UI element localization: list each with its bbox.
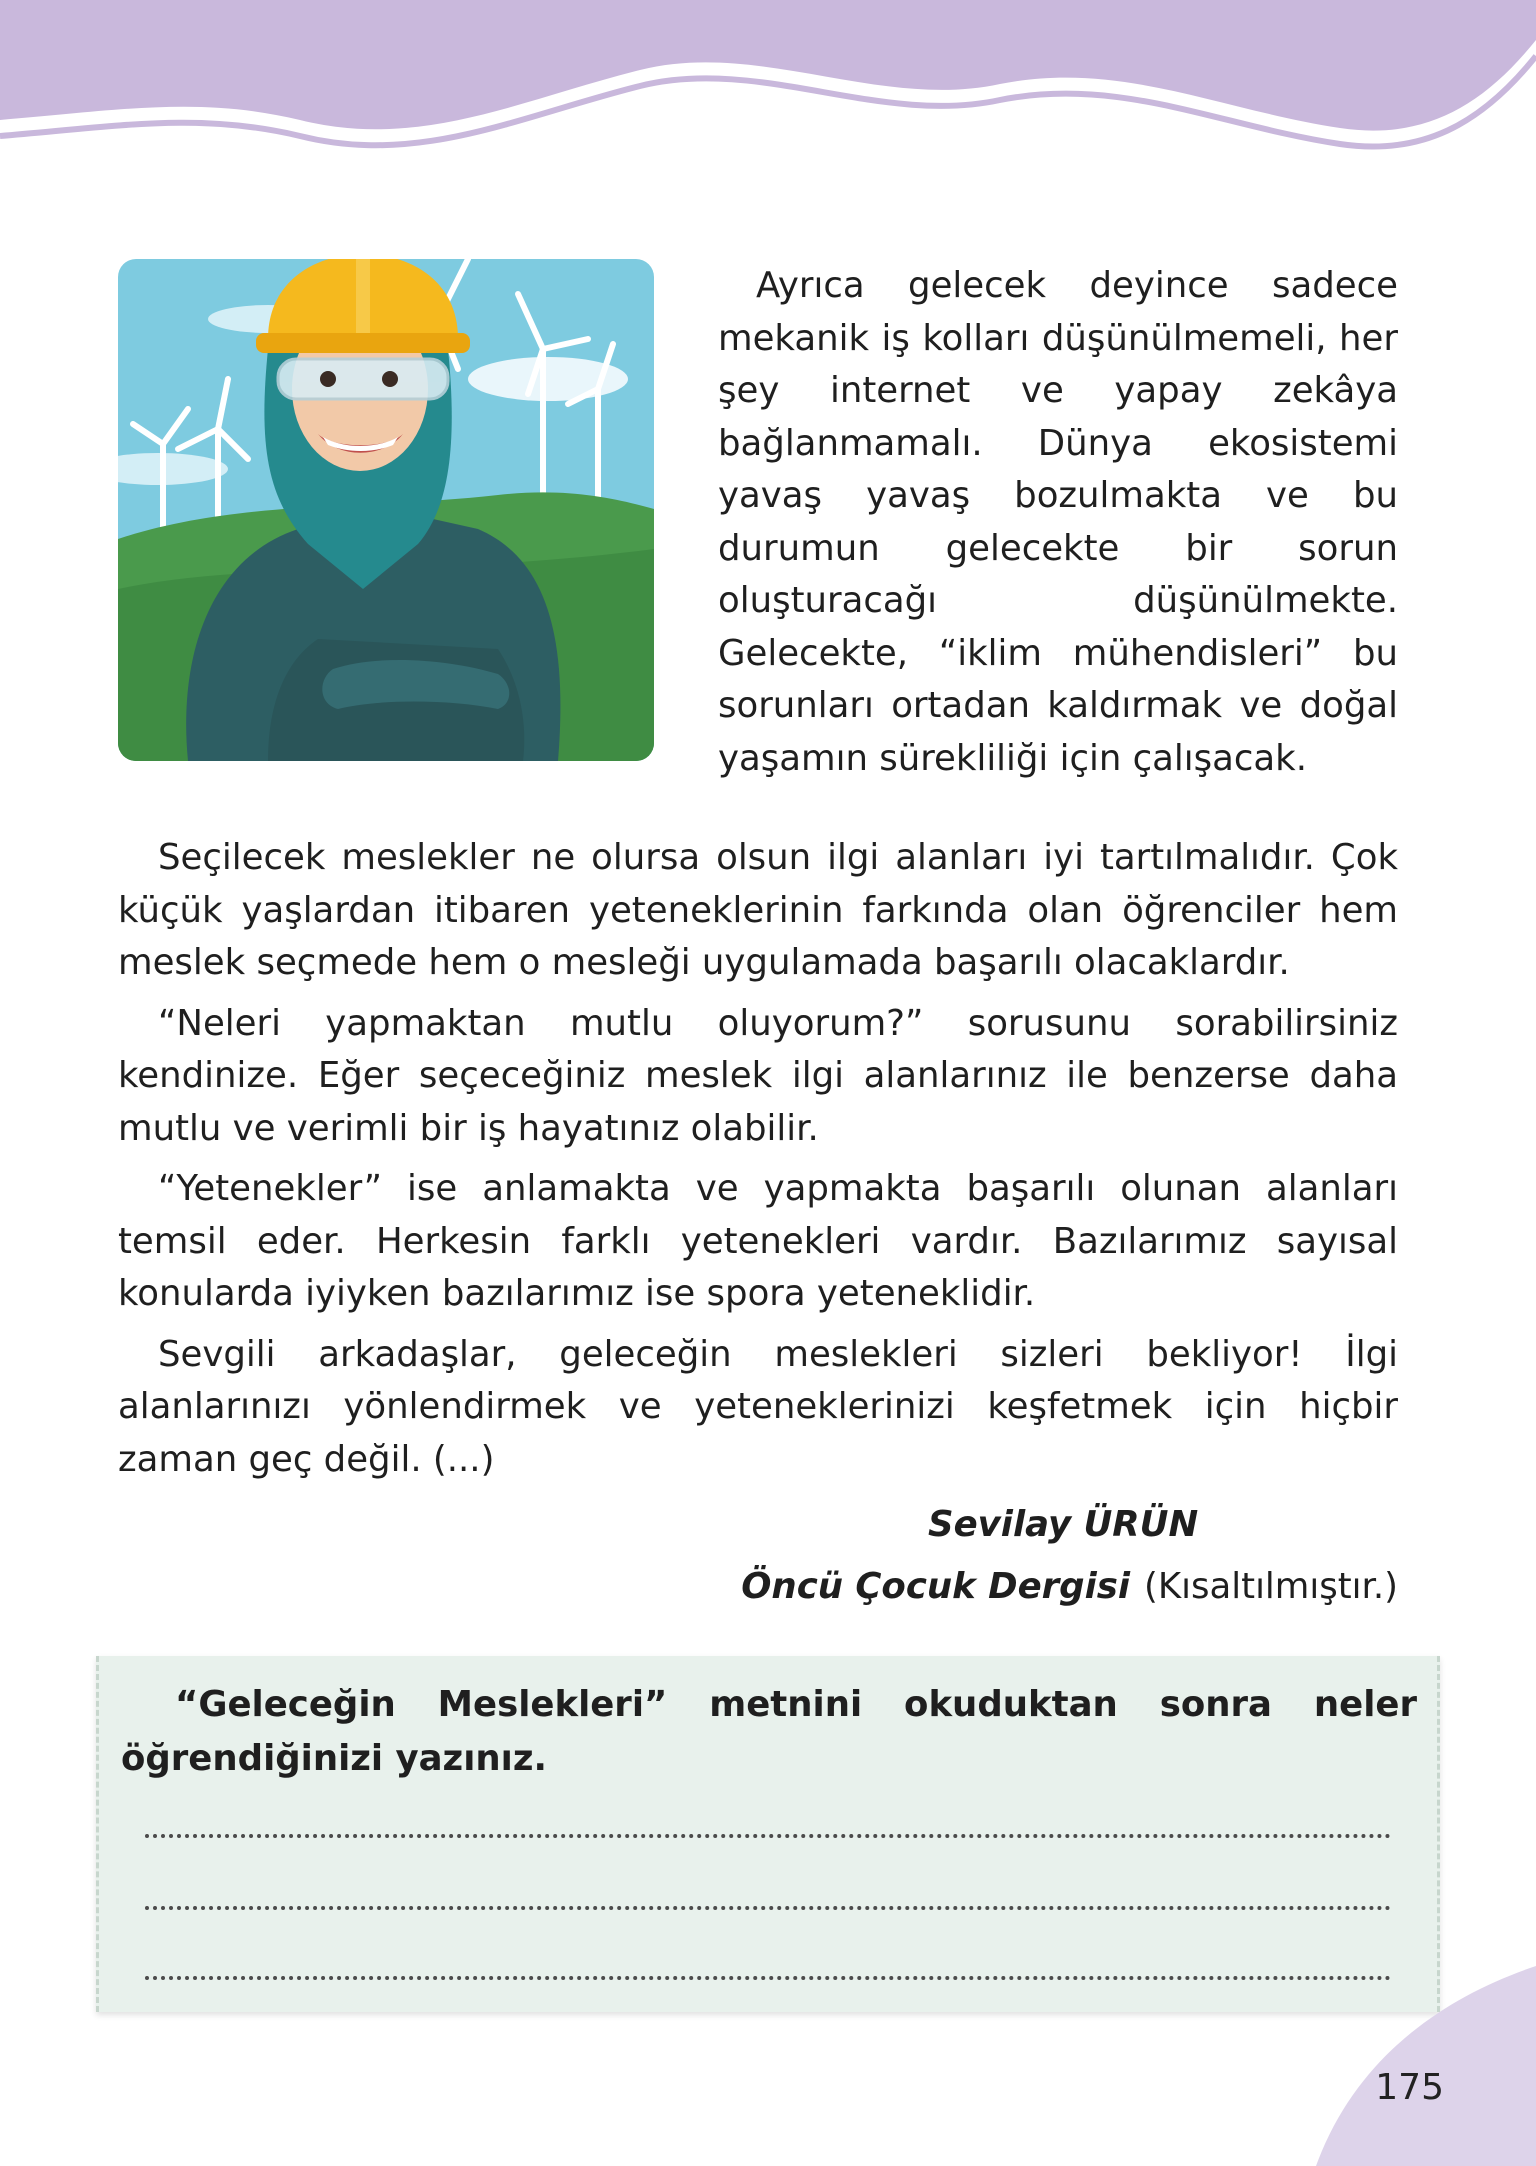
header-wave-decoration	[0, 0, 1536, 160]
source-title: Öncü Çocuk Dergisi	[741, 1566, 1131, 1607]
body-paragraph: “Yetenekler” ise anlamakta ve yapmakta başarılı olunan alanları temsil eder. Herkesin farklı yetenekleri vardır. Bazılarımız sayısal konularda iyiyken bazılarımız ise spora yeteneklidir.	[118, 1168, 1398, 1314]
answer-line[interactable]	[145, 1976, 1391, 1980]
engineer-illustration	[118, 259, 654, 761]
article-body	[118, 832, 1398, 1494]
source-line	[741, 1566, 1398, 1607]
task-prompt: “Geleceğin Meslekleri” metnini okuduktan sonra neler öğrendiğinizi yazınız.	[121, 1684, 1417, 1779]
body-paragraph: “Neleri yapmaktan mutlu oluyorum?” sorusunu sorabilirsiniz kendinize. Eğer seçeceğiniz meslek ilgi alanlarınız ile benzerse daha mutlu ve verimli bir iş hayatınız olabilir.	[118, 1002, 1398, 1149]
intro-paragraph: Ayrıca gelecek deyince sadece mekanik iş kolları düşünülmemeli, her şey internet ve yapay zekâya bağlanmamalı. Dünya ekosistemi yavaş yavaş bozulmakta ve bu durumun gelecekte bir sorun oluşturacağı düşünülmekte. Gelecekte, “iklim mühendisleri” bu sorunları ortadan kaldırmak ve doğal yaşamın sürekliliği için çalışacak.	[718, 265, 1398, 779]
engineer-with-hardhat-and-wind-turbines-illustration	[118, 259, 654, 761]
page-number: 175	[1375, 2067, 1444, 2108]
author-name: Sevilay ÜRÜN	[928, 1504, 1199, 1545]
answer-line[interactable]	[145, 1906, 1391, 1910]
body-paragraph: Sevgili arkadaşlar, geleceğin meslekleri sizleri bekliyor! İlgi alanlarınızı yönlendirmek ve yeteneklerinizi keşfetmek için hiçbir zaman geç değil. (...)	[118, 1333, 1398, 1480]
answer-line[interactable]	[145, 1834, 1391, 1838]
body-paragraph: Seçilecek meslekler ne olursa olsun ilgi alanları iyi tartılmalıdır. Çok küçük yaşlardan itibaren yeteneklerinin farkında olan öğrenciler hem meslek seçmede hem o mesleği uygulamada başarılı olacaklardır.	[118, 837, 1398, 983]
source-note: (Kısaltılmıştır.)	[1144, 1566, 1398, 1607]
corner-decoration	[1276, 1966, 1536, 2166]
writing-task-box	[96, 1656, 1440, 2012]
